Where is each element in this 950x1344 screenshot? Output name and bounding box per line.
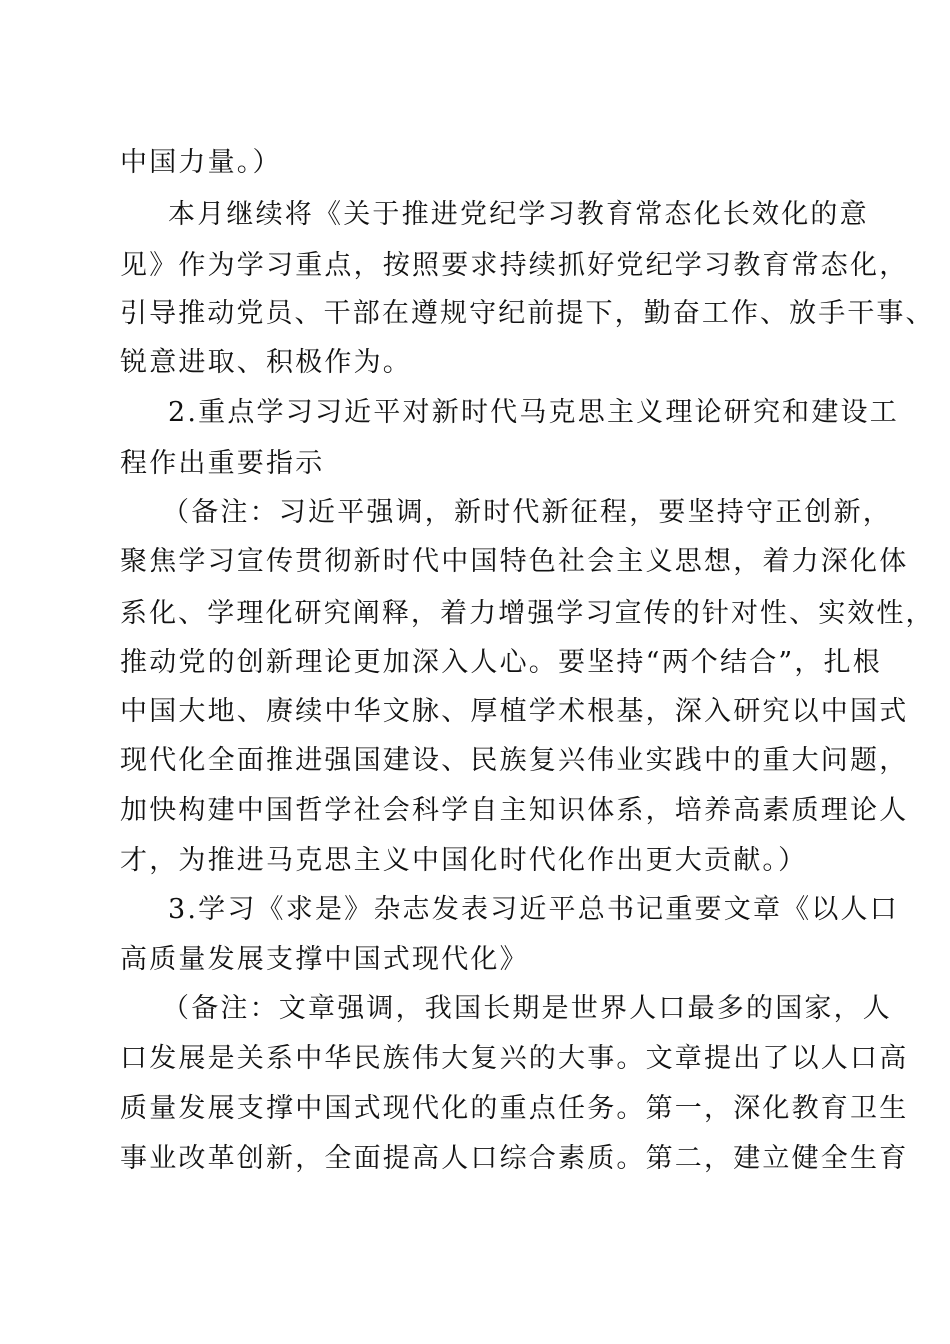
text-line: 推动党的创新理论更加深入人心。要坚持“两个结合”，扎根	[120, 647, 883, 678]
text-line: 中国大地、赓续中华文脉、厚植学术根基，深入研究以中国式	[120, 696, 909, 727]
text-line: 见》作为学习重点，按照要求持续抓好党纪学习教育常态化，	[120, 250, 909, 281]
text-line: 口发展是关系中华民族伟大复兴的大事。文章提出了以人口高	[120, 1043, 909, 1074]
text-line: 3.学习《求是》杂志发表习近平总书记重要文章《以人口	[168, 894, 899, 925]
text-line: 聚焦学习宣传贯彻新时代中国特色社会主义思想，着力深化体	[120, 546, 909, 577]
text-line: （备注：习近平强调，新时代新征程，要坚持守正创新，	[162, 497, 892, 528]
text-line: 才，为推进马克思主义中国化时代化作出更大贡献。）	[120, 845, 808, 876]
text-line: 程作出重要指示	[120, 448, 325, 479]
text-line: （备注：文章强调，我国长期是世界人口最多的国家，人	[162, 993, 892, 1024]
text-line: 高质量发展支撑中国式现代化》	[120, 944, 529, 975]
text-line: 现代化全面推进强国建设、民族复兴伟业实践中的重大问题，	[120, 745, 909, 776]
text-line: 引导推动党员、干部在遵规守纪前提下，勤奋工作、放手干事、	[120, 298, 935, 329]
text-line: 2.重点学习习近平对新时代马克思主义理论研究和建设工	[168, 397, 899, 428]
text-line: 加快构建中国哲学社会科学自主知识体系，培养高素质理论人	[120, 795, 909, 826]
text-line: 本月继续将《关于推进党纪学习教育常态化长效化的意	[168, 199, 869, 230]
text-line: 事业改革创新，全面提高人口综合素质。第二，建立健全生育	[120, 1143, 909, 1174]
text-line: 中国力量。）	[120, 147, 282, 178]
text-line: 质量发展支撑中国式现代化的重点任务。第一，深化教育卫生	[120, 1093, 909, 1124]
text-line: 锐意进取、积极作为。	[120, 347, 412, 378]
text-line: 系化、学理化研究阐释，着力增强学习宣传的针对性、实效性，	[120, 598, 935, 629]
